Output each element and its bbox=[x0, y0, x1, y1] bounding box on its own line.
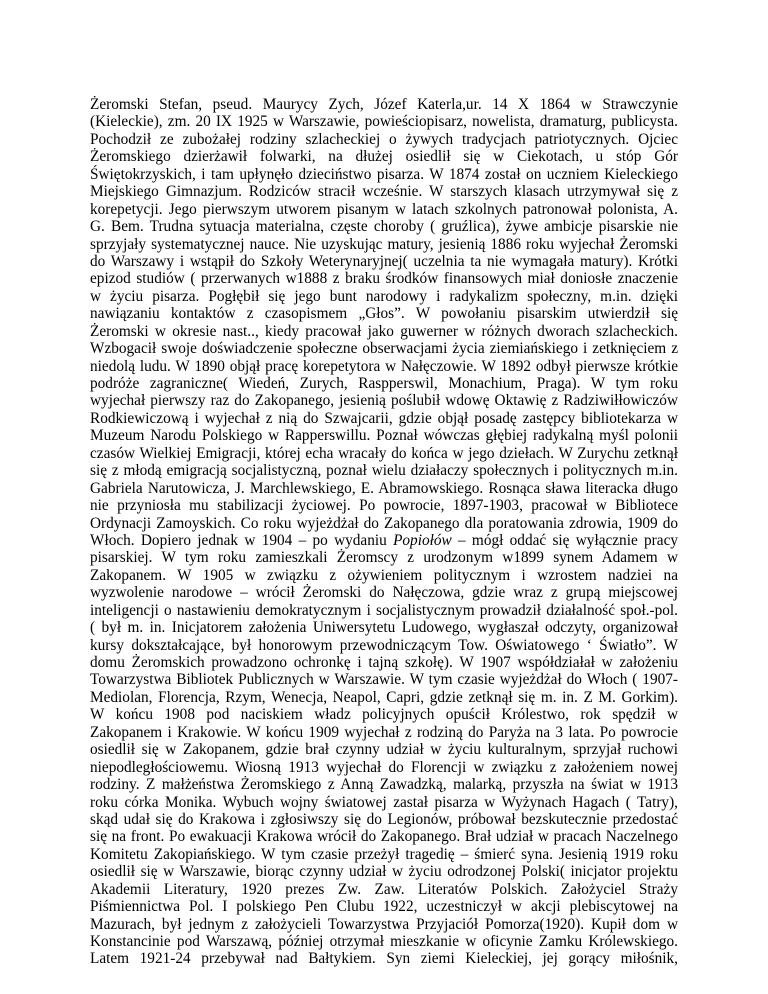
text-line: sprzyjały systematycznej nauce. Nie uzyskując matury, jesienią 1886 roku wyjechał Żeromski bbox=[90, 235, 678, 253]
text-line: Wzbogacił swoje doświadczenie społeczne obserwacjami życia ziemiańskiego i zetknięciem z bbox=[90, 340, 678, 358]
text-line: osiedlił się w Zakopanem, gdzie brał czynny udział w życiu kulturalnym, sprzyjał ruchowi bbox=[90, 741, 678, 759]
text-line: Pochodził ze zubożałej rodziny szlacheckiej o żywych tradycjach patriotycznych. Ojciec bbox=[90, 130, 678, 148]
text-line: Muzeum Narodu Polskiego w Rapperswillu. Poznał wówczas głębiej radykalną myśl polonii bbox=[90, 427, 678, 445]
text-line: Latem 1921-24 przebywał nad Bałtykiem. Syn ziemi Kieleckiej, jej gorący miłośnik, bbox=[90, 950, 678, 968]
text-line: Żeromskiego dzierżawił folwarki, na dłużej osiedlił się w Ciekotach, u stóp Gór bbox=[90, 148, 678, 166]
text-line: Towarzystwa Bibliotek Publicznych w Warszawie. W tym czasie wyjeżdżał do Włoch ( 1907- bbox=[90, 671, 678, 689]
text-line: się na front. Po ewakuacji Krakowa wrócił do Zakopanego. Brał udział w pracach Naczelnego bbox=[90, 828, 678, 846]
text-line: domu Żeromskich prowadzono ochronkę i tajną szkołę). W 1907 współdziałał w założeniu bbox=[90, 654, 678, 671]
text-line: Komitetu Zakopiańskiego. W tym czasie przeżył tragedię – śmierć syna. Jesienią 1919 roku bbox=[90, 845, 678, 863]
text-line: się z młodą emigracją socjalistyczną, poznał wielu działaczy społecznych i politycznych m.in. bbox=[90, 462, 678, 480]
text-line: G. Bem. Trudna sytuacja materialna, częste choroby ( gruźlica), żywe ambicje pisarskie nie bbox=[90, 218, 678, 236]
text-line: inteligencji o nastawieniu demokratycznym i socjalistycznym prowadził działalność społ.-pol. bbox=[90, 601, 678, 619]
text-line: Świętokrzyskich, i tam upłynęło dzieciństwo pisarza. W 1874 został on uczniem Kieleckiego bbox=[90, 165, 678, 183]
text-line: Gabriela Narutowicza, J. Marchlewskiego, E. Abramowskiego. Rosnąca sława literacka długo bbox=[90, 479, 678, 497]
text-line: Piśmiennictwa Pol. I polskiego Pen Clubu 1922, uczestniczył w akcji plebiscytowej na bbox=[90, 898, 678, 916]
text-line: czasów Wielkiej Emigracji, której echa wracały do końca w jego dziełach. W Zurychu zetknął bbox=[90, 444, 678, 462]
text-line: korepetycji. Jego pierwszym utworem pisanym w latach szkolnych patronował polonista, A. bbox=[90, 200, 678, 218]
text-line: Ordynacji Zamoyskich. Co roku wyjeżdżał do Zakopanego dla poratowania zdrowia, 1909 do bbox=[90, 514, 678, 532]
text-line: rodziny. Z małżeństwa Żeromskiego z Anną Zawadzką, malarką, przyszła na świat w 1913 bbox=[90, 776, 678, 794]
text-line-part: – mógł oddać się wyłącznie pracy bbox=[451, 531, 678, 549]
text-line: Żeromski Stefan, pseud. Maurycy Zych, Józef Katerla,ur. 14 X 1864 w Strawczynie bbox=[90, 96, 678, 113]
text-line: pisarskiej. W tym roku zamieszkali Żeromscy z urodzonym w1899 synem Adamem w bbox=[90, 549, 678, 567]
text-line: Rodkiewiczową i wyjechał z nią do Szwajcarii, gdzie objął posadę zastępcy bibliotekarza w bbox=[90, 409, 678, 427]
text-line: skąd udał się do Krakowa i zgłosiwszy się do Legionów, próbował bezskutecznie przedostać bbox=[90, 810, 678, 828]
text-line: podróże zagraniczne( Wiedeń, Zurych, Raspperswil, Monachium, Praga). W tym roku bbox=[90, 375, 678, 392]
text-line: Żeromski w okresie nast.., kiedy pracował jako guwerner w różnych dworach szlacheckich. bbox=[90, 322, 678, 340]
text-line: Mazurach, był jednym z założycieli Towarzystwa Przyjaciół Pomorza(1920). Kupił dom w bbox=[90, 915, 678, 933]
text-line: nie przyniosła mu stabilizacji życiowej. Po powrocie, 1897-1903, pracował w Bibliotece bbox=[90, 497, 678, 515]
text-line: nawiązaniu kontaktów z czasopismem „Głos”. W powołaniu pisarskim utwierdził się bbox=[90, 305, 678, 323]
text-line: (Kieleckie), zm. 20 IX 1925 w Warszawie, powieściopisarz, nowelista, dramaturg, publicysta. bbox=[90, 113, 678, 131]
text-line: do Warszawy i wstąpił do Szkoły Weterynaryjnej( uczelnia ta nie wymagała matury). Krótki bbox=[90, 252, 678, 270]
italic-title: Popiołów bbox=[393, 531, 452, 549]
text-line: w życiu pisarza. Pogłębił się jego bunt narodowy i radykalizm społeczny, m.in. dzięki bbox=[90, 287, 678, 305]
text-line: roku córka Monika. Wybuch wojny światowej zastał pisarza w Wyżynach Hagach ( Tatry), bbox=[90, 793, 678, 811]
text-line: Akademii Literatury, 1920 prezes Zw. Zaw. Literatów Polskich. Założyciel Straży bbox=[90, 880, 678, 898]
text-line: epizod studiów ( przerwanych w1888 z braku środków finansowych miał doniosłe znaczenie bbox=[90, 270, 678, 288]
text-line: niedolą ludu. W 1890 objął pracę korepetytora w Nałęczowie. W 1892 odbył pierwsze krótkie bbox=[90, 357, 678, 375]
text-line-part: Włoch. Dopiero jednak w 1904 – po wydaniu bbox=[90, 531, 394, 549]
text-line: W końcu 1908 pod naciskiem władz policyjnych opuścił Królestwo, rok spędził w bbox=[90, 706, 678, 724]
text-line: Mediolan, Florencja, Rzym, Wenecja, Neapol, Capri, gdzie zetknął się m. in. Z M. Gorkim). bbox=[90, 688, 678, 706]
text-line: kursy dokształcające, był honorowym przewodniczącym Tow. Oświatowego ‘ Światło”. W bbox=[90, 636, 678, 654]
text-line bbox=[90, 532, 678, 549]
text-line: Konstancinie pod Warszawą, później otrzymał mieszkanie w oficynie Zamku Królewskiego. bbox=[90, 933, 678, 950]
text-line: Zakopanem i Krakowie. W końcu 1909 wyjechał z rodziną do Paryża na 3 lata. Po powrocie bbox=[90, 723, 678, 741]
text-line: niepodległościowemu. Wiosną 1913 wyjechał do Florencji w związku z założeniem nowej bbox=[90, 758, 678, 776]
text-line: wyzwolenie narodowe – wrócił Żeromski do Nałęczowa, gdzie wraz z grupą miejscowej bbox=[90, 584, 678, 602]
text-line: Zakopanem. W 1905 w związku z ożywieniem politycznym i wzrostem nadziei na bbox=[90, 566, 678, 584]
text-line: osiedlił się w Warszawie, biorąc czynny udział w życiu odrodzonej Polski( inicjator projektu bbox=[90, 863, 678, 881]
text-line: wyjechał pierwszy raz do Zakopanego, jesienią poślubił wdowę Oktawię z Radziwiłłowiczów bbox=[90, 392, 678, 410]
text-line: Miejskiego Gimnazjum. Rodziców stracił wcześnie. W starszych klasach utrzymywał się z bbox=[90, 183, 678, 201]
text-line: ( był m. in. Inicjatorem założenia Uniwersytetu Ludowego, wygłaszał odczyty, organizował bbox=[90, 619, 678, 637]
document-page bbox=[90, 96, 678, 994]
